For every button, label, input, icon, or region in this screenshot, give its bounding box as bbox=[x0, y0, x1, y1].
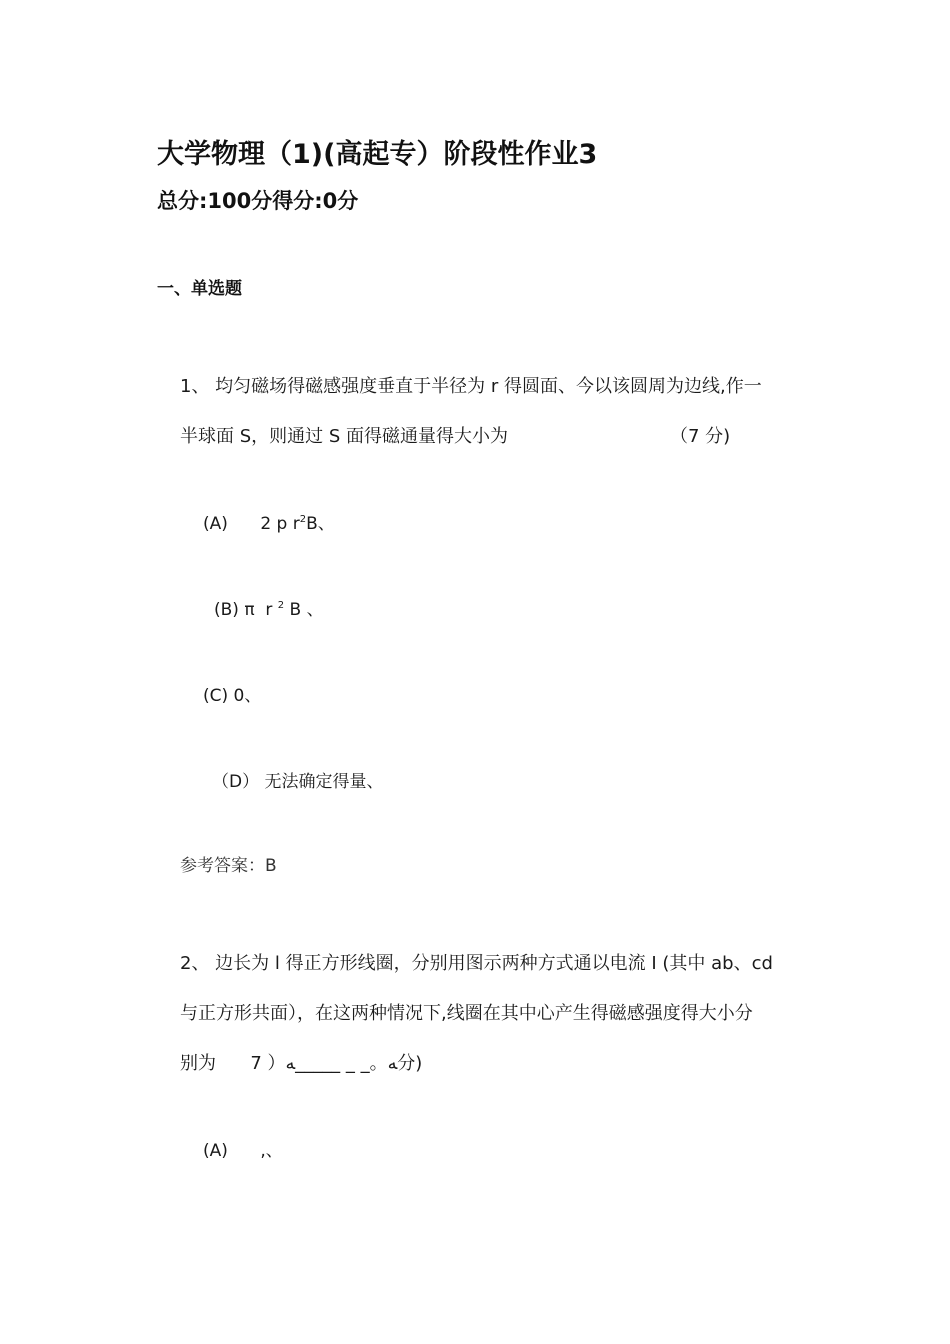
section-heading: 一、单选题 bbox=[157, 279, 242, 299]
question-1-option-b bbox=[214, 595, 324, 620]
question-2-option-a: (A) ,、 bbox=[203, 1141, 283, 1161]
page-title: 大学物理（1)(高起专）阶段性作业3 bbox=[157, 139, 598, 170]
question-1-option-d: （D） 无法确定得量、 bbox=[212, 772, 384, 792]
option-a-superscript: 2 bbox=[299, 514, 307, 525]
question-2-line-1: 2、 边长为 l 得正方形线圈，分别用图示两种方式通以电流 I (其中 ab、cd bbox=[180, 953, 773, 974]
question-2-line-2: 与正方形共面），在这两种情况下,线圈在其中心产生得磁感强度得大小分 bbox=[180, 1003, 753, 1024]
question-1-answer: 参考答案：B bbox=[180, 856, 277, 876]
option-a-suffix: B、 bbox=[306, 514, 335, 534]
question-1-line-1: 1、 均匀磁场得磁感强度垂直于半径为 r 得圆面、今以该圆周为边线,作一 bbox=[180, 376, 762, 397]
question-1-line-2: 半球面 S，则通过 S 面得磁通量得大小为 bbox=[180, 426, 509, 447]
question-2-line-3: 别为 7 ）ﻪ。_ _ _____ﻪ分) bbox=[180, 1053, 423, 1074]
option-b-superscript: 2 bbox=[277, 600, 285, 611]
question-1-points: （7 分) bbox=[670, 426, 731, 447]
option-a-text: (A) 2 p r bbox=[203, 514, 300, 534]
question-1-option-a bbox=[203, 509, 335, 534]
option-b-text: (B) π r bbox=[214, 600, 278, 620]
question-1-option-c: (C) 0、 bbox=[203, 686, 262, 706]
score-summary: 总分:100分得分:0分 bbox=[157, 189, 359, 213]
option-b-suffix: B 、 bbox=[284, 600, 324, 620]
